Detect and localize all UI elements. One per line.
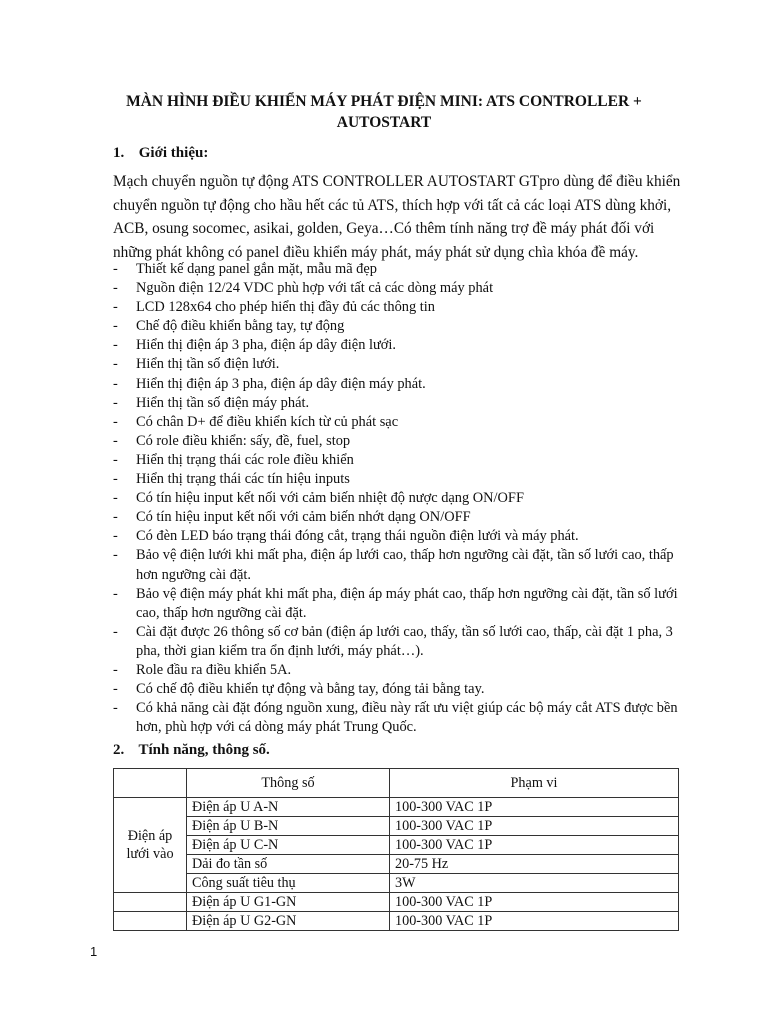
list-item-text: Bảo vệ điện máy phát khi mất pha, điện áp máy phát cao, thấp hơn ngưỡng cài đặt, tần số lưới cao, thấp hơn ngưỡng cài đặt. xyxy=(136,585,678,621)
page-number: 1 xyxy=(90,944,98,959)
table-cell-param: Điện áp U C-N xyxy=(187,836,390,855)
table-row xyxy=(114,855,679,874)
bullet-dash: - xyxy=(113,509,118,526)
list-item xyxy=(113,336,688,355)
section-2-heading xyxy=(113,740,270,760)
list-item xyxy=(113,279,688,298)
document-title xyxy=(100,91,668,133)
bullet-dash: - xyxy=(113,318,118,335)
list-item-text: Có role điều khiển: sấy, đề, fuel, stop xyxy=(136,432,351,449)
list-item xyxy=(113,260,688,279)
table-row xyxy=(114,817,679,836)
section-1-number: 1. xyxy=(113,145,125,161)
table-row xyxy=(114,798,679,817)
bullet-dash: - xyxy=(113,490,118,507)
table-row xyxy=(114,912,679,931)
list-item xyxy=(113,298,688,317)
table-cell-param: Điện áp U A-N xyxy=(187,798,390,817)
list-item xyxy=(113,699,688,737)
list-item-text: Chế độ điều khiển bằng tay, tự động xyxy=(136,318,345,335)
list-item xyxy=(113,585,688,623)
bullet-dash: - xyxy=(113,413,118,430)
list-item-text: Nguồn điện 12/24 VDC phù hợp với tất cả các dòng máy phát xyxy=(136,280,494,297)
table-cell-range: 100-300 VAC 1P xyxy=(390,893,679,912)
section-2-number: 2. xyxy=(113,742,125,758)
bullet-dash: - xyxy=(113,661,118,678)
list-item xyxy=(113,470,688,489)
bullet-dash: - xyxy=(113,681,118,698)
table-row xyxy=(114,893,679,912)
bullet-dash: - xyxy=(113,356,118,373)
list-item-text: Có tín hiệu input kết nối với cảm biến nhớt dạng ON/OFF xyxy=(136,509,471,526)
list-item-text: Hiển thị điện áp 3 pha, điện áp dây điện máy phát. xyxy=(136,375,426,392)
table-cell-param: Công suất tiêu thụ xyxy=(187,874,390,893)
bullet-dash: - xyxy=(113,471,118,488)
table-cell-param: Điện áp U B-N xyxy=(187,817,390,836)
list-item xyxy=(113,661,688,680)
list-item-text: Cài đặt được 26 thông số cơ bản (điện áp lưới cao, thấy, tần số lưới cao, thấp, cài đặt 1 pha, 3 pha, thời gian kiểm tra ổn định lưới, máy phát…). xyxy=(136,623,673,659)
list-item-text: Bảo vệ điện lưới khi mất pha, điện áp lưới cao, thấp hơn ngưỡng cài đặt, tần số lưới cao, thấp hơn ngưỡng cài đặt. xyxy=(136,547,674,583)
table-cell-range: 3W xyxy=(390,874,679,893)
title-line-1: MÀN HÌNH ĐIỀU KHIỂN MÁY PHÁT ĐIỆN MINI: ATS CONTROLLER + xyxy=(126,93,642,110)
list-item xyxy=(113,489,688,508)
list-item-text: Có khả năng cài đặt đóng nguồn xung, điều này rất ưu việt giúp các bộ máy cắt ATS được bền hơn, phù hợp với cá dòng máy phát Trung Quốc. xyxy=(136,700,678,736)
table-row xyxy=(114,836,679,855)
table-header-row xyxy=(114,769,679,798)
bullet-dash: - xyxy=(113,337,118,354)
bullet-dash: - xyxy=(113,547,118,564)
list-item xyxy=(113,432,688,451)
list-item-text: LCD 128x64 cho phép hiển thị đầy đủ các thông tin xyxy=(136,299,435,316)
list-item-text: Thiết kế dạng panel gắn mặt, mẫu mã đẹp xyxy=(136,261,377,277)
list-item-text: Role đầu ra điều khiển 5A. xyxy=(136,661,292,678)
list-item-text: Có chế độ điều khiển tự động và bằng tay, đóng tải bằng tay. xyxy=(136,681,485,698)
table-cell-range: 100-300 VAC 1P xyxy=(390,912,679,931)
table-cell-range: 100-300 VAC 1P xyxy=(390,798,679,817)
bullet-dash: - xyxy=(113,700,118,717)
bullet-dash: - xyxy=(113,528,118,545)
list-item xyxy=(113,375,688,394)
table-cell-range: 20-75 Hz xyxy=(390,855,679,874)
list-item xyxy=(113,317,688,336)
table-cell-param: Dải đo tần số xyxy=(187,855,390,874)
list-item-text: Có đèn LED báo trạng thái đóng cắt, trạng thái nguồn điện lưới và máy phát. xyxy=(136,528,579,545)
table-empty-cell xyxy=(114,912,187,931)
list-item xyxy=(113,355,688,374)
list-item xyxy=(113,394,688,413)
table-row xyxy=(114,874,679,893)
section-2-title: Tính năng, thông số. xyxy=(138,742,270,758)
bullet-dash: - xyxy=(113,261,118,277)
list-item-text: Có tín hiệu input kết nối với cảm biến nhiệt độ nược dạng ON/OFF xyxy=(136,490,524,507)
list-item xyxy=(113,546,688,584)
table-cell-param: Điện áp U G1-GN xyxy=(187,893,390,912)
table-empty-cell xyxy=(114,893,187,912)
section-1-heading xyxy=(113,143,208,163)
list-item xyxy=(113,527,688,546)
list-item-text: Hiển thị tần số điện lưới. xyxy=(136,356,280,373)
bullet-dash: - xyxy=(113,585,118,602)
bullet-dash: - xyxy=(113,394,118,411)
bullet-dash: - xyxy=(113,299,118,316)
bullet-dash: - xyxy=(113,375,118,392)
bullet-dash: - xyxy=(113,432,118,449)
list-item-text: Hiển thị trạng thái các tín hiệu inputs xyxy=(136,471,350,488)
title-line-2: AUTOSTART xyxy=(336,114,432,131)
table-header-cell: Phạm vi xyxy=(390,769,679,798)
list-item xyxy=(113,451,688,470)
spec-table xyxy=(113,768,679,931)
list-item-text: Hiển thị điện áp 3 pha, điện áp dây điện lưới. xyxy=(136,337,396,354)
list-item-text: Hiển thị tần số điện máy phát. xyxy=(136,394,310,411)
table-header-cell xyxy=(114,769,187,798)
list-item xyxy=(113,508,688,527)
list-item xyxy=(113,413,688,432)
bullet-dash: - xyxy=(113,623,118,640)
bullet-dash: - xyxy=(113,280,118,297)
intro-paragraph: Mạch chuyển nguồn tự động ATS CONTROLLER AUTOSTART GTpro dùng để điều khiển chuyển nguồn tự động cho hầu hết các tủ ATS, thích hợp với tất cả các loại ATS dùng khởi, ACB, osung socomec, asikai, golden, Geya…Có thêm tính năng trợ đề máy phát đối với những phát không có panel điều khiển máy phát, máy phát sử dụng chìa khóa đề máy. xyxy=(113,173,681,261)
list-item xyxy=(113,680,688,699)
table-cell-range: 100-300 VAC 1P xyxy=(390,817,679,836)
feature-list xyxy=(113,260,688,737)
list-item-text: Hiển thị trạng thái các role điều khiển xyxy=(136,451,354,468)
table-header-cell: Thông số xyxy=(187,769,390,798)
bullet-dash: - xyxy=(113,451,118,468)
list-item xyxy=(113,623,688,661)
table-cell-param: Điện áp U G2-GN xyxy=(187,912,390,931)
table-group-label: Điện áp lưới vào xyxy=(114,798,187,893)
table-cell-range: 100-300 VAC 1P xyxy=(390,836,679,855)
section-1-title: Giới thiệu: xyxy=(138,145,209,161)
list-item-text: Có chân D+ để điều khiển kích từ củ phát sạc xyxy=(136,413,399,430)
